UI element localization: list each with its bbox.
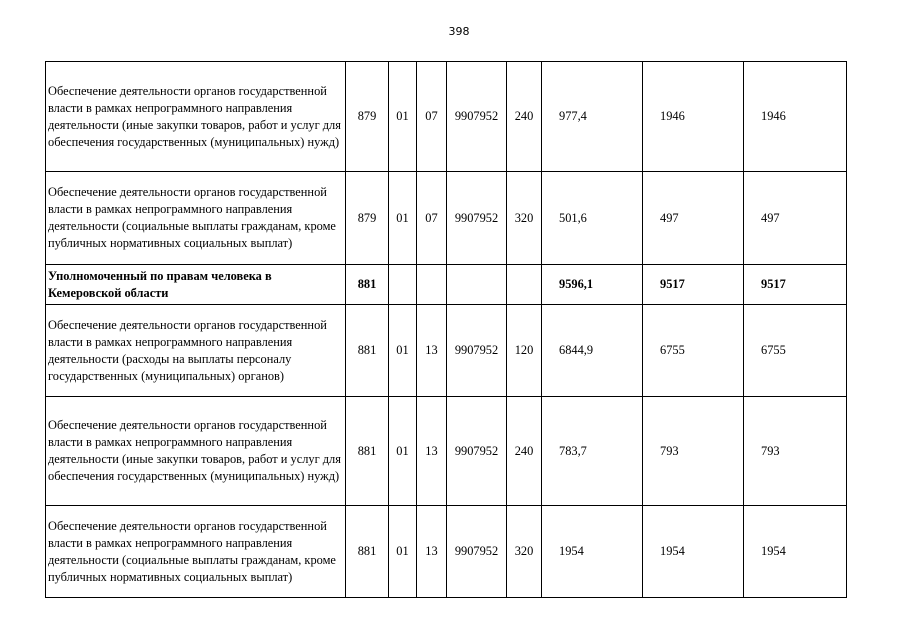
target-article-code: 9907952 <box>447 172 507 265</box>
table-row <box>46 62 847 172</box>
ministry-code: 881 <box>346 397 389 506</box>
row-name: Обеспечение деятельности органов государственной власти в рамках непрограммного направления деятельности (социальные выплаты гражданам, кроме публичных нормативных социальных выплат) <box>46 172 346 265</box>
ministry-code: 879 <box>346 172 389 265</box>
subsection-code: 13 <box>417 506 447 598</box>
amount-year-2: 793 <box>643 397 744 506</box>
target-article-code: 9907952 <box>447 397 507 506</box>
row-name: Обеспечение деятельности органов государственной власти в рамках непрограммного направления деятельности (социальные выплаты гражданам, кроме публичных нормативных социальных выплат) <box>46 506 346 598</box>
amount-year-2: 497 <box>643 172 744 265</box>
target-article-code: 9907952 <box>447 305 507 397</box>
subsection-code <box>417 265 447 305</box>
amount-year-1: 6844,9 <box>542 305 643 397</box>
subsection-code: 07 <box>417 172 447 265</box>
table-row <box>46 305 847 397</box>
table-row <box>46 397 847 506</box>
section-code: 01 <box>389 305 417 397</box>
row-name: Обеспечение деятельности органов государственной власти в рамках непрограммного направления деятельности (расходы на выплаты персоналу государственных (муниципальных) органов) <box>46 305 346 397</box>
section-code: 01 <box>389 506 417 598</box>
subsection-code: 13 <box>417 397 447 506</box>
target-article-code <box>447 265 507 305</box>
amount-year-3: 1946 <box>744 62 847 172</box>
table-row-section-header <box>46 265 847 305</box>
expense-type-code: 240 <box>507 397 542 506</box>
row-name: Обеспечение деятельности органов государственной власти в рамках непрограммного направления деятельности (иные закупки товаров, работ и услуг для обеспечения государственных (муниципальных) нужд) <box>46 62 346 172</box>
row-name: Уполномоченный по правам человека в Кемеровской области <box>46 265 346 305</box>
subsection-code: 13 <box>417 305 447 397</box>
amount-year-1: 783,7 <box>542 397 643 506</box>
table-row <box>46 506 847 598</box>
budget-table <box>45 61 847 598</box>
ministry-code: 879 <box>346 62 389 172</box>
ministry-code: 881 <box>346 305 389 397</box>
section-code <box>389 265 417 305</box>
expense-type-code: 320 <box>507 506 542 598</box>
amount-year-2: 1954 <box>643 506 744 598</box>
expense-type-code: 240 <box>507 62 542 172</box>
section-code: 01 <box>389 397 417 506</box>
section-code: 01 <box>389 62 417 172</box>
expense-type-code <box>507 265 542 305</box>
amount-year-1: 1954 <box>542 506 643 598</box>
amount-year-1: 9596,1 <box>542 265 643 305</box>
amount-year-3: 9517 <box>744 265 847 305</box>
amount-year-3: 793 <box>744 397 847 506</box>
section-code: 01 <box>389 172 417 265</box>
amount-year-3: 1954 <box>744 506 847 598</box>
target-article-code: 9907952 <box>447 506 507 598</box>
subsection-code: 07 <box>417 62 447 172</box>
amount-year-2: 9517 <box>643 265 744 305</box>
table-row <box>46 172 847 265</box>
page-number: 398 <box>448 25 470 38</box>
expense-type-code: 120 <box>507 305 542 397</box>
expense-type-code: 320 <box>507 172 542 265</box>
amount-year-1: 501,6 <box>542 172 643 265</box>
amount-year-3: 6755 <box>744 305 847 397</box>
amount-year-3: 497 <box>744 172 847 265</box>
amount-year-2: 1946 <box>643 62 744 172</box>
row-name: Обеспечение деятельности органов государственной власти в рамках непрограммного направления деятельности (иные закупки товаров, работ и услуг для обеспечения государственных (муниципальных) нужд) <box>46 397 346 506</box>
amount-year-1: 977,4 <box>542 62 643 172</box>
ministry-code: 881 <box>346 265 389 305</box>
ministry-code: 881 <box>346 506 389 598</box>
amount-year-2: 6755 <box>643 305 744 397</box>
target-article-code: 9907952 <box>447 62 507 172</box>
